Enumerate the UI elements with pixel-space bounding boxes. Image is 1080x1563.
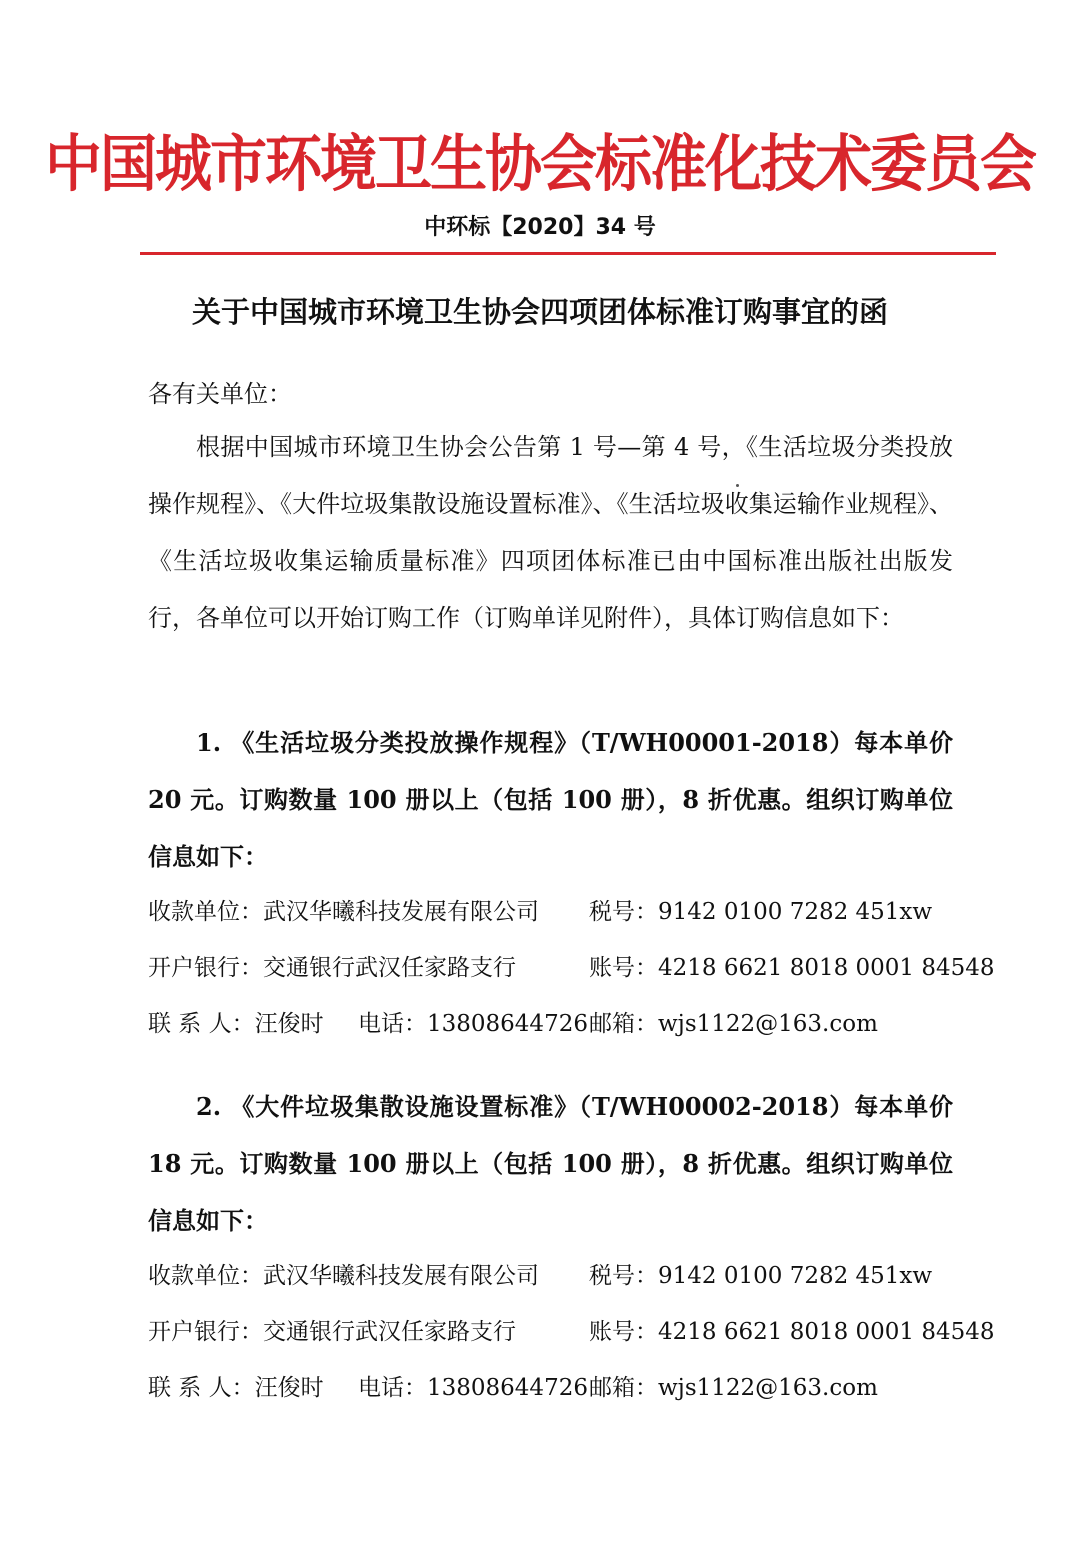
organization-title: 中国城市环境卫生协会标准化技术委员会 xyxy=(45,128,1035,201)
payee-label: 收款单位：武汉华曦科技发展有限公司 xyxy=(148,1263,539,1289)
salutation: 各有关单位： xyxy=(148,380,292,408)
email-address: 邮箱：wjs1122@163.com xyxy=(589,1375,878,1401)
letter-title: 关于中国城市环境卫生协会四项团体标准订购事宜的函 xyxy=(191,295,888,329)
order-item-1: 1. 《生活垃圾分类投放操作规程》（T/WH00001-2018）每本单价 20 元。订购数量 100 册以上（包括 100 册），8 折优惠。组织订购单位信息如下： xyxy=(148,728,953,871)
info-row-bank xyxy=(148,949,995,989)
bank-label: 开户银行：交通银行武汉任家路支行 xyxy=(148,1319,516,1345)
tax-id: 税号：9142 0100 7282 451xw xyxy=(589,1263,933,1289)
order-item-2: 2. 《大件垃圾集散设施设置标准》（T/WH00002-2018）每本单价 18 元。订购数量 100 册以上（包括 100 册），8 折优惠。组织订购单位信息如下： xyxy=(148,1092,953,1235)
info-row-contact xyxy=(148,1005,968,1045)
contact-person: 联 系 人：汪俊时 xyxy=(148,1011,324,1037)
bank-label: 开户银行：交通银行武汉任家路支行 xyxy=(148,955,516,981)
phone-number: 电话：13808644726 xyxy=(358,1375,588,1401)
tax-id: 税号：9142 0100 7282 451xw xyxy=(589,899,933,925)
info-row-payee xyxy=(148,1257,968,1297)
contact-person: 联 系 人：汪俊时 xyxy=(148,1375,324,1401)
payee-label: 收款单位：武汉华曦科技发展有限公司 xyxy=(148,899,539,925)
info-row-bank xyxy=(148,1313,995,1353)
info-row-contact xyxy=(148,1369,968,1409)
account-number: 账号：4218 6621 8018 0001 84548 xyxy=(589,1319,995,1345)
scan-speck xyxy=(736,484,739,487)
account-number: 账号：4218 6621 8018 0001 84548 xyxy=(589,955,995,981)
info-row-payee xyxy=(148,893,968,933)
phone-number: 电话：13808644726 xyxy=(358,1011,588,1037)
document-number: 中环标【2020】34 号 xyxy=(424,215,656,240)
intro-paragraph: 根据中国城市环境卫生协会公告第 1 号—第 4 号，《生活垃圾分类投放操作规程》、《大件垃圾集散设施设置标准》、《生活垃圾收集运输作业规程》、《生活垃圾收集运输质量标准》四项团体标准已由中国标准出版社出版发行，各单位可以开始订购工作（订购单详见附件），具体订购信息如下： xyxy=(148,433,953,632)
red-divider-line xyxy=(140,252,996,255)
email-address: 邮箱：wjs1122@163.com xyxy=(589,1011,878,1037)
